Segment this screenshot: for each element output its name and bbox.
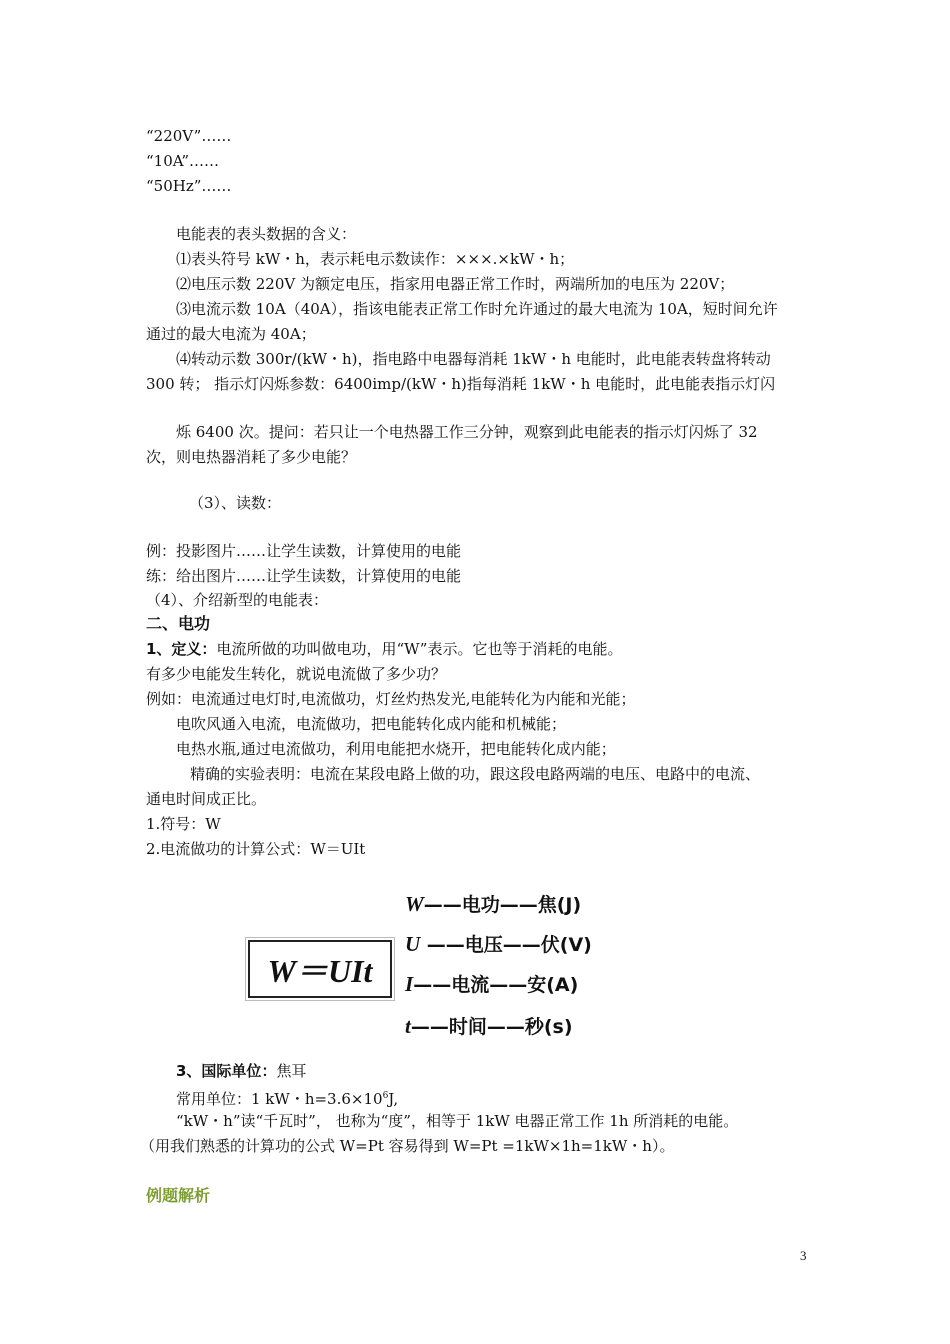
symbol-line: 1.符号：W bbox=[146, 815, 221, 833]
top-line-3: “50Hz”…… bbox=[146, 177, 232, 195]
reading-practice: 练：给出图片……让学生读数，计算使用的电能 bbox=[146, 567, 462, 585]
formula-desc-w: ——电功——焦(J) bbox=[423, 894, 582, 916]
common-unit-exponent: 6 bbox=[382, 1091, 389, 1101]
formula-var-t: t bbox=[405, 1014, 411, 1038]
page-number: 3 bbox=[800, 1248, 807, 1263]
formula-row-i bbox=[405, 970, 578, 997]
new-meter: （4）、介绍新型的电能表： bbox=[146, 591, 329, 609]
formula-desc-t: ——时间——秒(s) bbox=[410, 1016, 573, 1038]
meter-heading: 电能表的表头数据的含义： bbox=[176, 225, 357, 243]
meter-item-3b: 通过的最大电流为 40A； bbox=[146, 325, 316, 343]
formula-desc-u: ——电压——伏(V) bbox=[420, 934, 592, 956]
meter-item-4: ⑷转动示数 300r/(kW・h)，指电路中电器每消耗 1kW・h 电能时，此电能表转盘将转动 bbox=[176, 350, 771, 368]
top-line-1: “220V”…… bbox=[146, 127, 232, 145]
meter-item-1: ⑴表头符号 kW・h，表示耗电示数读作：×××.×kW・h； bbox=[176, 250, 575, 268]
examples-heading: 例题解析 bbox=[146, 1186, 211, 1205]
formula-var-w: W bbox=[405, 892, 424, 916]
formula-box: W＝UIt bbox=[248, 940, 392, 998]
experiment-2: 通电时间成正比。 bbox=[146, 790, 267, 808]
example-3: 电热水瓶,通过电流做功，利用电能把水烧开，把电能转化成内能； bbox=[176, 740, 616, 758]
question: 有多少电能发生转化，就说电流做了多少功？ bbox=[146, 665, 447, 683]
reading-example: 例：投影图片……让学生读数，计算使用的电能 bbox=[146, 542, 462, 560]
formula-var-i: I bbox=[405, 972, 414, 996]
meter-cont-1: 烁 6400 次。提问：若只让一个电热器工作三分钟，观察到此电能表的指示灯闪烁了 32 bbox=[176, 423, 758, 441]
example-1: 例如：电流通过电灯时,电流做功，灯丝灼热发光,电能转化为内能和光能； bbox=[146, 690, 636, 708]
formula-row-w bbox=[405, 890, 581, 917]
formula-desc-i: ——电流——安(A) bbox=[413, 974, 579, 996]
meter-cont-2: 次，则电热器消耗了多少电能？ bbox=[146, 448, 357, 466]
pt-note: （用我们熟悉的计算功的公式 W=Pt 容易得到 W=Pt =1kW×1h=1kW・h）。 bbox=[140, 1137, 675, 1155]
common-unit-prefix: 常用单位：1 kW・h=3.6×10 bbox=[176, 1090, 383, 1108]
si-unit bbox=[176, 1061, 306, 1081]
definition-label: 1、定义： bbox=[146, 640, 217, 658]
formula-row-u bbox=[405, 930, 592, 957]
definition bbox=[146, 639, 622, 659]
top-line-2: “10A”…… bbox=[146, 152, 220, 170]
section-title-work: 二、电功 bbox=[146, 614, 211, 633]
si-unit-label: 3、国际单位： bbox=[176, 1062, 277, 1080]
common-unit bbox=[176, 1086, 398, 1109]
meter-item-4b: 300 转； 指示灯闪烁参数：6400imp/(kW・h)指每消耗 1kW・h 电能时，此电能表指示灯闪 bbox=[146, 375, 776, 393]
common-unit-suffix: J, bbox=[388, 1090, 399, 1108]
example-2: 电吹风通入电流，电流做功，把电能转化成内能和机械能； bbox=[176, 715, 567, 733]
si-unit-value: 焦耳 bbox=[276, 1062, 307, 1080]
definition-text: 电流所做的功叫做电功，用“W”表示。它也等于消耗的电能。 bbox=[216, 640, 623, 658]
formula-row-t bbox=[405, 1012, 573, 1039]
formula-line: 2.电流做功的计算公式：W＝UIt bbox=[146, 840, 366, 858]
formula-var-u: U bbox=[405, 932, 421, 956]
experiment-1: 精确的实验表明：电流在某段电路上做的功，跟这段电路两端的电压、电路中的电流、 bbox=[190, 765, 761, 783]
meter-item-2: ⑵电压示数 220V 为额定电压，指家用电器正常工作时，两端所加的电压为 220V； bbox=[176, 275, 735, 293]
reading-heading: （3）、读数： bbox=[189, 494, 282, 512]
kwh-explanation: “kW・h”读“千瓦时”， 也称为“度”，相等于 1kW 电器正常工作 1h 所消耗的电能。 bbox=[176, 1112, 739, 1130]
meter-item-3: ⑶电流示数 10A（40A），指该电能表正常工作时允许通过的最大电流为 10A，短时间允许 bbox=[176, 300, 778, 318]
